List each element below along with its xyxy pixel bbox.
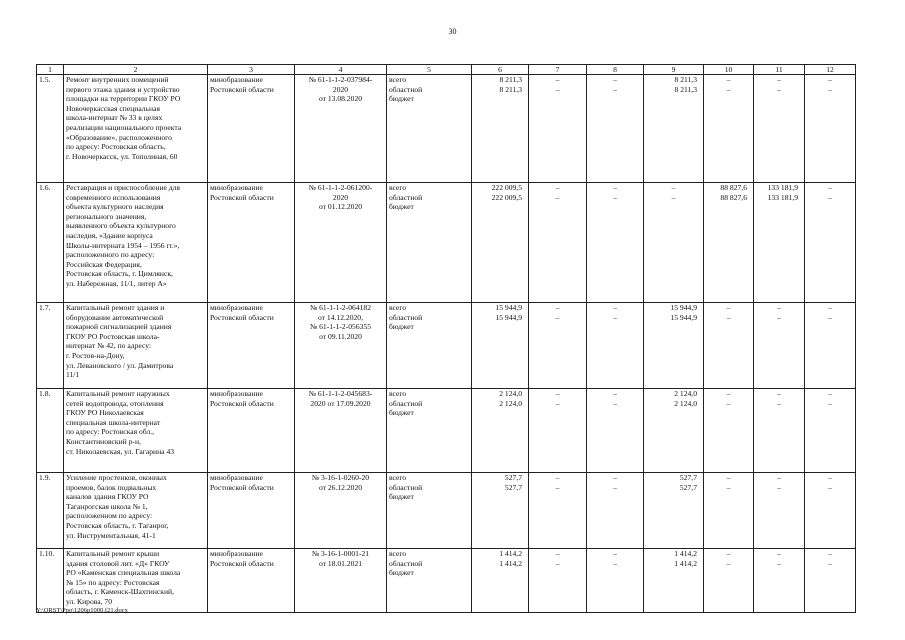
amount-cell-c9 [644, 183, 704, 303]
amount-regional: 2 124,0 [499, 398, 522, 408]
funding-source [387, 303, 472, 389]
column-header: 6 [472, 65, 529, 75]
amount-regional: 88 827,6 [720, 192, 747, 202]
amount-regional: 527,7 [679, 482, 697, 492]
amount-regional: 1 414,2 [499, 558, 522, 568]
amount-cell-c7 [529, 389, 587, 473]
table-row [37, 183, 856, 303]
responsible-agency: минобразование Ростовской области [208, 473, 295, 549]
column-header: 10 [704, 65, 754, 75]
amount-cell-c9 [644, 473, 704, 549]
amount-total: 2 124,0 [499, 389, 522, 398]
table-row [37, 75, 856, 183]
table-row [37, 389, 856, 473]
amount-regional: – [777, 558, 781, 568]
table-row [37, 473, 856, 549]
amount-regional: 222 009,5 [491, 192, 522, 202]
amount-cell-c10 [704, 183, 754, 303]
amount-total: – [555, 303, 560, 312]
amount-cell-c12 [805, 389, 856, 473]
amount-total: 527,7 [504, 473, 522, 482]
amount-cell-c10 [704, 549, 754, 613]
expertise-document: № 3-16-1-0260-20 от 26.12.2020 [295, 473, 387, 549]
amount-regional: – [613, 482, 617, 492]
amount-regional: – [726, 84, 731, 94]
amount-cell-c10 [704, 303, 754, 389]
amount-cell-c7 [529, 473, 587, 549]
amount-cell-c11 [754, 183, 805, 303]
amount-total: – [828, 549, 832, 558]
amount-total: – [828, 303, 832, 312]
amount-cell-c8 [587, 303, 644, 389]
amount-total: 8 211,3 [499, 75, 522, 84]
amount-cell-c11 [754, 75, 805, 183]
amount-cell-c9 [644, 75, 704, 183]
amount-total: – [555, 75, 560, 84]
amount-regional: – [828, 398, 832, 408]
amount-total: – [613, 75, 617, 84]
amount-regional: – [613, 398, 617, 408]
amount-regional: – [828, 558, 832, 568]
amount-regional: 8 211,3 [674, 84, 697, 94]
amount-regional: – [613, 192, 617, 202]
amount-cell-c6 [472, 473, 529, 549]
funding-source-total: всего [389, 473, 407, 482]
amount-total: 2 124,0 [674, 389, 697, 398]
amount-regional: – [613, 558, 617, 568]
amount-regional: 15 944,9 [495, 312, 522, 322]
amount-regional: – [828, 84, 832, 94]
amount-regional: – [828, 192, 832, 202]
funding-source [387, 183, 472, 303]
expertise-document: № 3-16-1-0001-21 от 18.01.2021 [295, 549, 387, 613]
amount-total: – [777, 473, 781, 482]
amount-cell-c12 [805, 183, 856, 303]
table-row [37, 303, 856, 389]
amount-total: – [613, 549, 617, 558]
amount-total: – [671, 183, 676, 192]
column-header: 2 [64, 65, 208, 75]
expertise-document: № 61-1-1-2-064182 от 14.12.2020, № 61-1-1-2-056355 от 09.11.2020 [295, 303, 387, 389]
amount-cell-c12 [805, 303, 856, 389]
object-name: Капитальный ремонт наружных сетей водопровода, отопления ГКОУ РО Николаевская специальная школа-интернат по адресу: Ростовская обл., Константиновский р-н, ст. Николаевская, ул. Гагарина 43 [64, 389, 208, 473]
amount-cell-c10 [704, 473, 754, 549]
amount-cell-c7 [529, 549, 587, 613]
funding-source [387, 75, 472, 183]
responsible-agency: минобразование Ростовской области [208, 389, 295, 473]
amount-regional: – [726, 482, 731, 492]
amount-cell-c8 [587, 549, 644, 613]
page-number: 30 [448, 27, 457, 36]
amount-regional: – [777, 398, 781, 408]
amount-cell-c6 [472, 389, 529, 473]
amount-regional: – [555, 192, 560, 202]
amount-regional: – [613, 312, 617, 322]
column-header: 11 [754, 65, 805, 75]
amount-regional: – [555, 398, 560, 408]
funding-source-total: всего [389, 389, 407, 398]
row-number: 1.9. [37, 473, 64, 549]
amount-total: – [613, 303, 617, 312]
responsible-agency: минобразование Ростовской области [208, 75, 295, 183]
amount-total: – [726, 75, 731, 84]
amount-total: – [828, 473, 832, 482]
amount-cell-c12 [805, 549, 856, 613]
amount-total: 222 009,5 [491, 183, 522, 192]
column-header: 1 [37, 65, 64, 75]
amount-cell-c9 [644, 389, 704, 473]
funding-source-regional: областной бюджет [389, 312, 423, 332]
column-header: 7 [529, 65, 587, 75]
row-number: 1.5. [37, 75, 64, 183]
amount-cell-c6 [472, 183, 529, 303]
file-path: Y:\ORST\Ppo\1206p1000.f21.docx [36, 607, 128, 614]
amount-cell-c11 [754, 389, 805, 473]
amount-regional: 527,7 [504, 482, 522, 492]
funding-source [387, 389, 472, 473]
amount-total: – [555, 549, 560, 558]
amount-cell-c8 [587, 183, 644, 303]
row-number: 1.8. [37, 389, 64, 473]
amount-regional: – [828, 482, 832, 492]
amount-cell-c6 [472, 75, 529, 183]
amount-regional: 133 181,9 [767, 192, 798, 202]
amount-regional: – [828, 312, 832, 322]
column-header: 12 [805, 65, 856, 75]
amount-cell-c11 [754, 473, 805, 549]
amount-regional: – [613, 84, 617, 94]
amount-cell-c8 [587, 75, 644, 183]
amount-total: 133 181,9 [767, 183, 798, 192]
amount-total: – [777, 389, 781, 398]
amount-regional: 15 944,9 [670, 312, 697, 322]
amount-cell-c11 [754, 303, 805, 389]
amount-cell-c7 [529, 183, 587, 303]
expertise-document: № 61-1-1-2-037984- 2020 от 13.08.2020 [295, 75, 387, 183]
amount-regional: 1 414,2 [674, 558, 697, 568]
amount-regional: – [777, 84, 781, 94]
funding-source-total: всего [389, 549, 407, 558]
amount-total: – [828, 389, 832, 398]
amount-regional: – [726, 558, 731, 568]
funding-source [387, 549, 472, 613]
object-name: Усиление простенков, оконных проемов, балок подвальных каналов здания ГКОУ РО Таганрогская школа № 1, расположенном по адресу: Ростовская область, г. Таганрог, ул. Инструментальная, 41-1 [64, 473, 208, 549]
amount-regional: 8 211,3 [499, 84, 522, 94]
amount-total: – [828, 75, 832, 84]
amount-cell-c6 [472, 303, 529, 389]
amount-cell-c6 [472, 549, 529, 613]
object-name: Капитальный ремонт крыши здания столовой лит. «Д» ГКОУ РО «Каменская специальная школа № 15» по адресу: Ростовская область, г. Каменск-Шахтинский, ул. Кирова, 70 [64, 549, 208, 613]
funding-source-regional: областной бюджет [389, 84, 423, 104]
row-number: 1.6. [37, 183, 64, 303]
amount-total: 15 944,9 [670, 303, 697, 312]
object-name: Реставрация и приспособление для современного использования объекта культурного наследия регионального значения, выявленного объекта культурного наследия, «Здание корпуса Школы-интерната 1954 – 1956 гг.», расположенного по адресу: Российская Федерация, Ростовская область, г. Цимлянск, ул. Набережная, 11/1, литер А» [64, 183, 208, 303]
row-number: 1.10. [37, 549, 64, 613]
responsible-agency: минобразование Ростовской области [208, 549, 295, 613]
amount-total: – [777, 303, 781, 312]
funding-source-total: всего [389, 303, 407, 312]
amount-cell-c7 [529, 303, 587, 389]
amount-total: 527,7 [679, 473, 697, 482]
amount-cell-c9 [644, 303, 704, 389]
amount-regional: 2 124,0 [674, 398, 697, 408]
amount-regional: – [555, 558, 560, 568]
table-row [37, 549, 856, 613]
funding-source-regional: областной бюджет [389, 482, 423, 502]
amount-total: 15 944,9 [495, 303, 522, 312]
responsible-agency: минобразование Ростовской области [208, 303, 295, 389]
column-header: 9 [644, 65, 704, 75]
object-name: Ремонт внутренних помещений первого этажа здания и устройство площадки на территории ГКОУ РО Новочеркасская специальная школа-интернат № 33 в целях реализации национального проекта «Образование», расположенного по адресу: Ростовская область, г. Новочеркасск, ул. Тополиная, 60 [64, 75, 208, 183]
amount-regional: – [726, 312, 731, 322]
expertise-document: № 61-1-1-2-045683- 2020 от 17.09.2020 [295, 389, 387, 473]
object-name: Капитальный ремонт здания и оборудование автоматической пожарной сигнализацией здания ГКОУ РО Ростовская школа- интернат № 42, по адресу: г. Ростов-на-Дону, ул. Левановского / ул. Дамитрова 11/1 [64, 303, 208, 389]
amount-total: – [555, 473, 560, 482]
amount-cell-c10 [704, 389, 754, 473]
column-header: 8 [587, 65, 644, 75]
amount-total: – [777, 75, 781, 84]
amount-regional: – [555, 312, 560, 322]
amount-cell-c10 [704, 75, 754, 183]
amount-total: – [555, 183, 560, 192]
amount-total: – [613, 183, 617, 192]
funding-source-regional: областной бюджет [389, 398, 423, 418]
row-number: 1.7. [37, 303, 64, 389]
amount-cell-c7 [529, 75, 587, 183]
column-header: 5 [387, 65, 472, 75]
funding-source-regional: областной бюджет [389, 192, 423, 212]
amount-cell-c12 [805, 473, 856, 549]
funding-source-total: всего [389, 183, 407, 192]
amount-cell-c8 [587, 389, 644, 473]
amount-regional: – [555, 84, 560, 94]
amount-total: – [613, 473, 617, 482]
amount-total: – [613, 389, 617, 398]
amount-regional: – [777, 482, 781, 492]
amount-regional: – [555, 482, 560, 492]
amount-total: – [726, 303, 731, 312]
funding-source-total: всего [389, 75, 407, 84]
amount-cell-c12 [805, 75, 856, 183]
amount-cell-c8 [587, 473, 644, 549]
amount-total: – [828, 183, 832, 192]
amount-total: – [726, 549, 731, 558]
column-header: 4 [295, 65, 387, 75]
responsible-agency: минобразование Ростовской области [208, 183, 295, 303]
amount-total: – [555, 389, 560, 398]
amount-regional: – [726, 398, 731, 408]
amount-total: 88 827,6 [720, 183, 747, 192]
amount-total: – [726, 473, 731, 482]
amount-total: 8 211,3 [674, 75, 697, 84]
funding-source [387, 473, 472, 549]
amount-total: – [726, 389, 731, 398]
amount-regional: – [671, 192, 676, 202]
amount-total: – [777, 549, 781, 558]
amount-cell-c11 [754, 549, 805, 613]
budget-table [36, 64, 856, 613]
amount-total: 1 414,2 [499, 549, 522, 558]
column-header: 3 [208, 65, 295, 75]
amount-cell-c9 [644, 549, 704, 613]
amount-total: 1 414,2 [674, 549, 697, 558]
expertise-document: № 61-1-1-2-061200- 2020 от 01.12.2020 [295, 183, 387, 303]
funding-source-regional: областной бюджет [389, 558, 423, 578]
amount-regional: – [777, 312, 781, 322]
table-header-row [37, 65, 856, 75]
